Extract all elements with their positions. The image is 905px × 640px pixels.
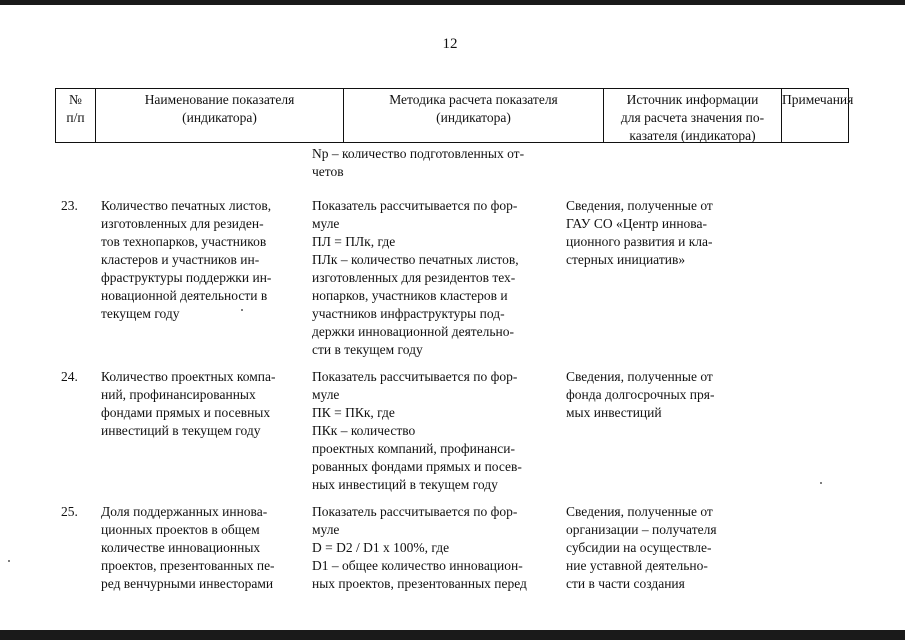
calculation-method (312, 503, 556, 593)
source-line: стерных инициатив» (566, 252, 686, 267)
method-line: ПК = ПКк, где (312, 405, 395, 420)
method-line: муле (312, 387, 340, 402)
header-notes-line: Примечания (782, 92, 854, 107)
method-line: изготовленных для резидентов тех- (312, 270, 516, 285)
name-line: кластеров и участников ин- (101, 252, 260, 267)
scan-speck (8, 560, 10, 562)
method-line: D1 – общее количество инновацион- (312, 558, 523, 573)
header-num-line: п/п (66, 110, 85, 125)
method-line: ПЛк – количество печатных листов, (312, 252, 519, 267)
method-line: участников инфраструктуры под- (312, 306, 505, 321)
table-header (55, 88, 854, 143)
header-name (96, 89, 344, 142)
row-number: 25. (61, 504, 78, 519)
header-method-line: Методика расчета показателя (389, 92, 558, 107)
calculation-method (312, 197, 556, 359)
name-line: Количество печатных листов, (101, 198, 272, 213)
name-line: Доля поддержанных иннова- (101, 504, 268, 519)
header-method-line: (индикатора) (436, 110, 511, 125)
name-line: Количество проектных компа- (101, 369, 276, 384)
scan-speck (820, 482, 822, 484)
header-name-line: (индикатора) (182, 110, 257, 125)
calculation-method (312, 368, 556, 494)
information-source (566, 197, 738, 269)
header-source (604, 89, 782, 142)
method-line: нопарков, участников кластеров и (312, 288, 508, 303)
name-line: инвестиций в текущем году (101, 423, 261, 438)
name-line: количестве инновационных (101, 540, 261, 555)
method-line: четов (312, 164, 344, 179)
name-line: ред венчурными инвесторами (101, 576, 274, 591)
method-line: ПКк – количество (312, 423, 416, 438)
source-line: фонда долгосрочных пря- (566, 387, 715, 402)
method-line: муле (312, 216, 340, 231)
method-line: сти в текущем году (312, 342, 423, 357)
name-line: проектов, презентованных пе- (101, 558, 275, 573)
indicator-name (101, 368, 305, 440)
name-line: фраструктуры поддержки ин- (101, 270, 272, 285)
method-line: ных инвестиций в текущем году (312, 477, 498, 492)
header-method (344, 89, 604, 142)
header-source-line: казателя (индикатора) (629, 128, 756, 143)
header-name-line: Наименование показателя (144, 92, 295, 107)
name-line: фондами прямых и посевных (101, 405, 271, 420)
source-line: Сведения, полученные от (566, 198, 713, 213)
source-line: мых инвестиций (566, 405, 662, 420)
information-source (566, 503, 738, 593)
scan-speck (241, 309, 243, 311)
method-line: рованных фондами прямых и посев- (312, 459, 522, 474)
header-notes (782, 89, 854, 142)
header-source-line: для расчета значения по- (620, 110, 765, 125)
source-line: ГАУ СО «Центр иннова- (566, 216, 707, 231)
method-line: ПЛ = ПЛк, где (312, 234, 396, 249)
method-line: Показатель рассчитывается по фор- (312, 198, 518, 213)
information-source (566, 368, 738, 422)
source-line: ционного развития и кла- (566, 234, 713, 249)
name-line: ционных проектов в общем (101, 522, 260, 537)
row-number: 24. (61, 369, 78, 384)
continuation-method (312, 145, 556, 181)
name-line: ний, профинансированных (101, 387, 256, 402)
name-line: изготовленных для резиден- (101, 216, 264, 231)
source-line: ние уставной деятельно- (566, 558, 708, 573)
page-number: 12 (442, 36, 458, 52)
method-line: проектных компаний, профинанси- (312, 441, 515, 456)
header-num-line: № (69, 92, 82, 107)
name-line: тов технопарков, участников (101, 234, 267, 249)
indicator-name (101, 197, 305, 323)
method-line: D = D2 / D1 x 100%, где (312, 540, 450, 555)
source-line: сти в части создания (566, 576, 685, 591)
name-line: новационной деятельности в (101, 288, 268, 303)
scan-top-border (0, 0, 905, 5)
method-line: Nр – количество подготовленных от- (312, 146, 525, 161)
method-line: ных проектов, презентованных перед (312, 576, 527, 591)
header-source-line: Источник информации (626, 92, 759, 107)
method-line: Показатель рассчитывается по фор- (312, 369, 518, 384)
method-line: Показатель рассчитывается по фор- (312, 504, 518, 519)
method-line: муле (312, 522, 340, 537)
source-line: Сведения, полученные от (566, 369, 713, 384)
source-line: субсидии на осуществле- (566, 540, 712, 555)
name-line: текущем году (101, 306, 180, 321)
indicator-name (101, 503, 305, 593)
header-num (56, 89, 96, 142)
scan-bottom-border (0, 630, 905, 640)
source-line: организации – получателя (566, 522, 717, 537)
method-line: держки инновационной деятельно- (312, 324, 515, 339)
source-line: Сведения, полученные от (566, 504, 713, 519)
row-number: 23. (61, 198, 78, 213)
